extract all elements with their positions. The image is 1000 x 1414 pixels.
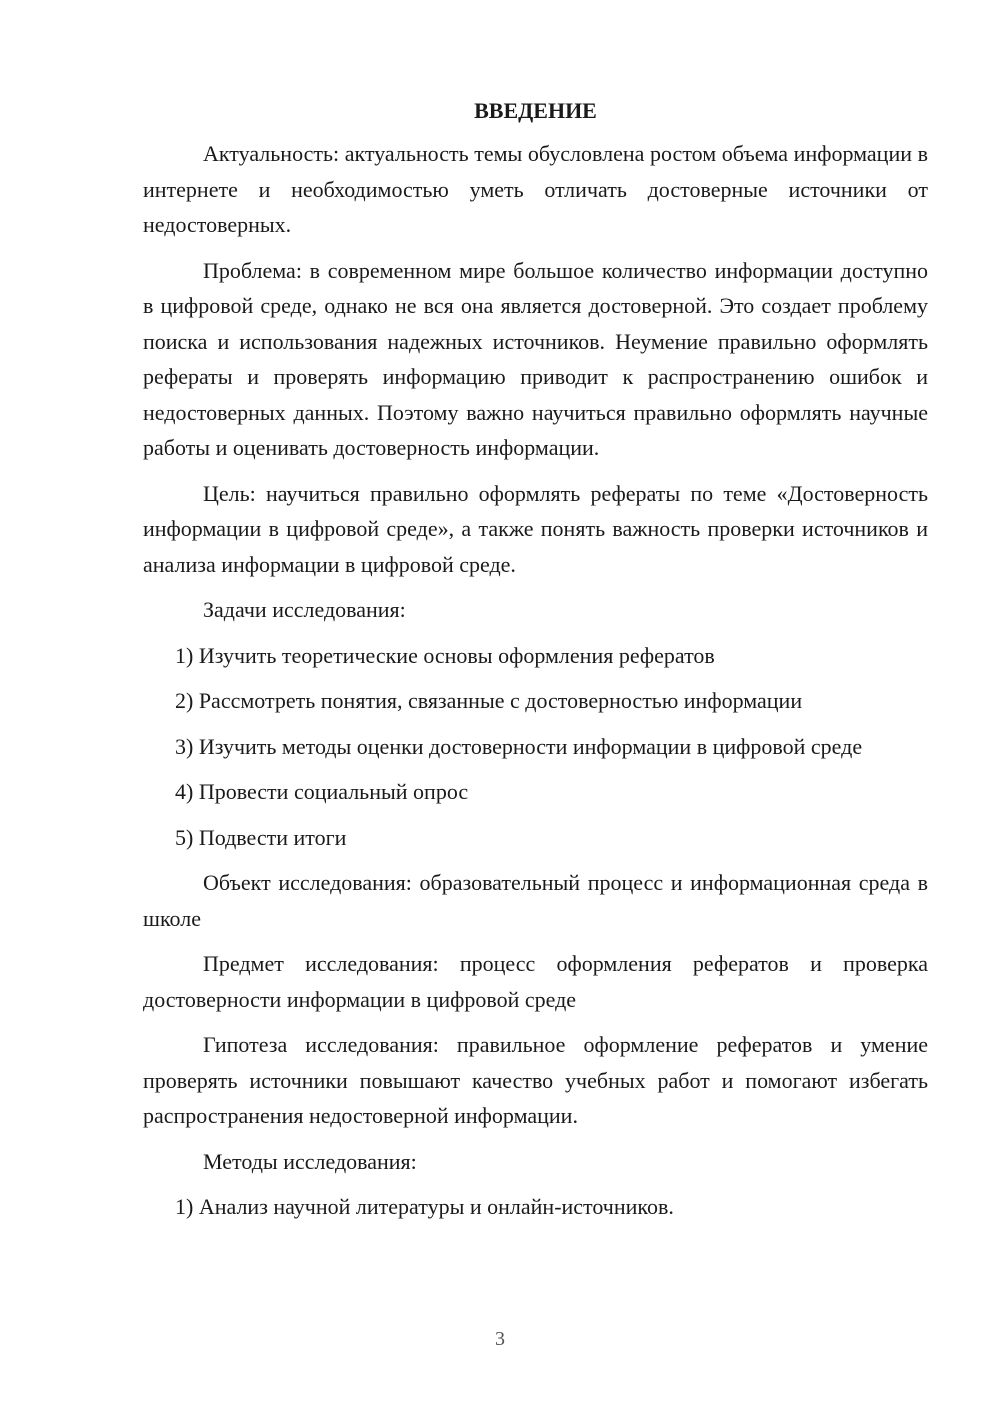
methods-label: Методы исследования: [203, 1148, 417, 1174]
task-item: 1) Изучить теоретические основы оформления рефератов [175, 642, 715, 668]
task-item: 2) Рассмотреть понятия, связанные с достоверностью информации [175, 688, 803, 713]
object-paragraph: Объект исследования: образовательный процесс и информационная среда в школе [143, 870, 928, 931]
page-number: 3 [495, 1328, 505, 1350]
document-page [143, 96, 928, 1235]
problem-paragraph: Проблема: в современном мире большое количество информации доступно в цифровой среде, однако не вся она является достоверной. Это создает проблему поиска и использования надежных источников. Неумение правильно оформлять рефераты и проверять информацию приводит к распространению ошибок и недостоверных данных. Поэтому важно научиться правильно оформлять научные работы и оценивать достоверность информации. [143, 257, 928, 460]
task-item: 3) Изучить методы оценки достоверности информации в цифровой среде [175, 733, 863, 759]
section-title: ВВЕДЕНИЕ [474, 98, 597, 123]
method-item: 1) Анализ научной литературы и онлайн-источников. [175, 1194, 674, 1219]
task-item: 4) Провести социальный опрос [175, 779, 469, 804]
relevance-paragraph: Актуальность: актуальность темы обусловлена ростом объема информации в интернете и необходимостью уметь отличать достоверные источники от недостоверных. [143, 141, 928, 237]
goal-paragraph: Цель: научиться правильно оформлять рефераты по теме «Достоверность информации в цифровой среде», а также понять важность проверки источников и анализа информации в цифровой среде. [143, 480, 928, 577]
subject-paragraph: Предмет исследования: процесс оформления рефератов и проверка достоверности информации в цифровой среде [143, 951, 928, 1012]
task-item: 5) Подвести итоги [175, 824, 347, 850]
tasks-label: Задачи исследования: [203, 597, 406, 622]
hypothesis-paragraph: Гипотеза исследования: правильное оформление рефератов и умение проверять источники повышают качество учебных работ и помогают избегать распространения недостоверной информации. [143, 1032, 928, 1128]
